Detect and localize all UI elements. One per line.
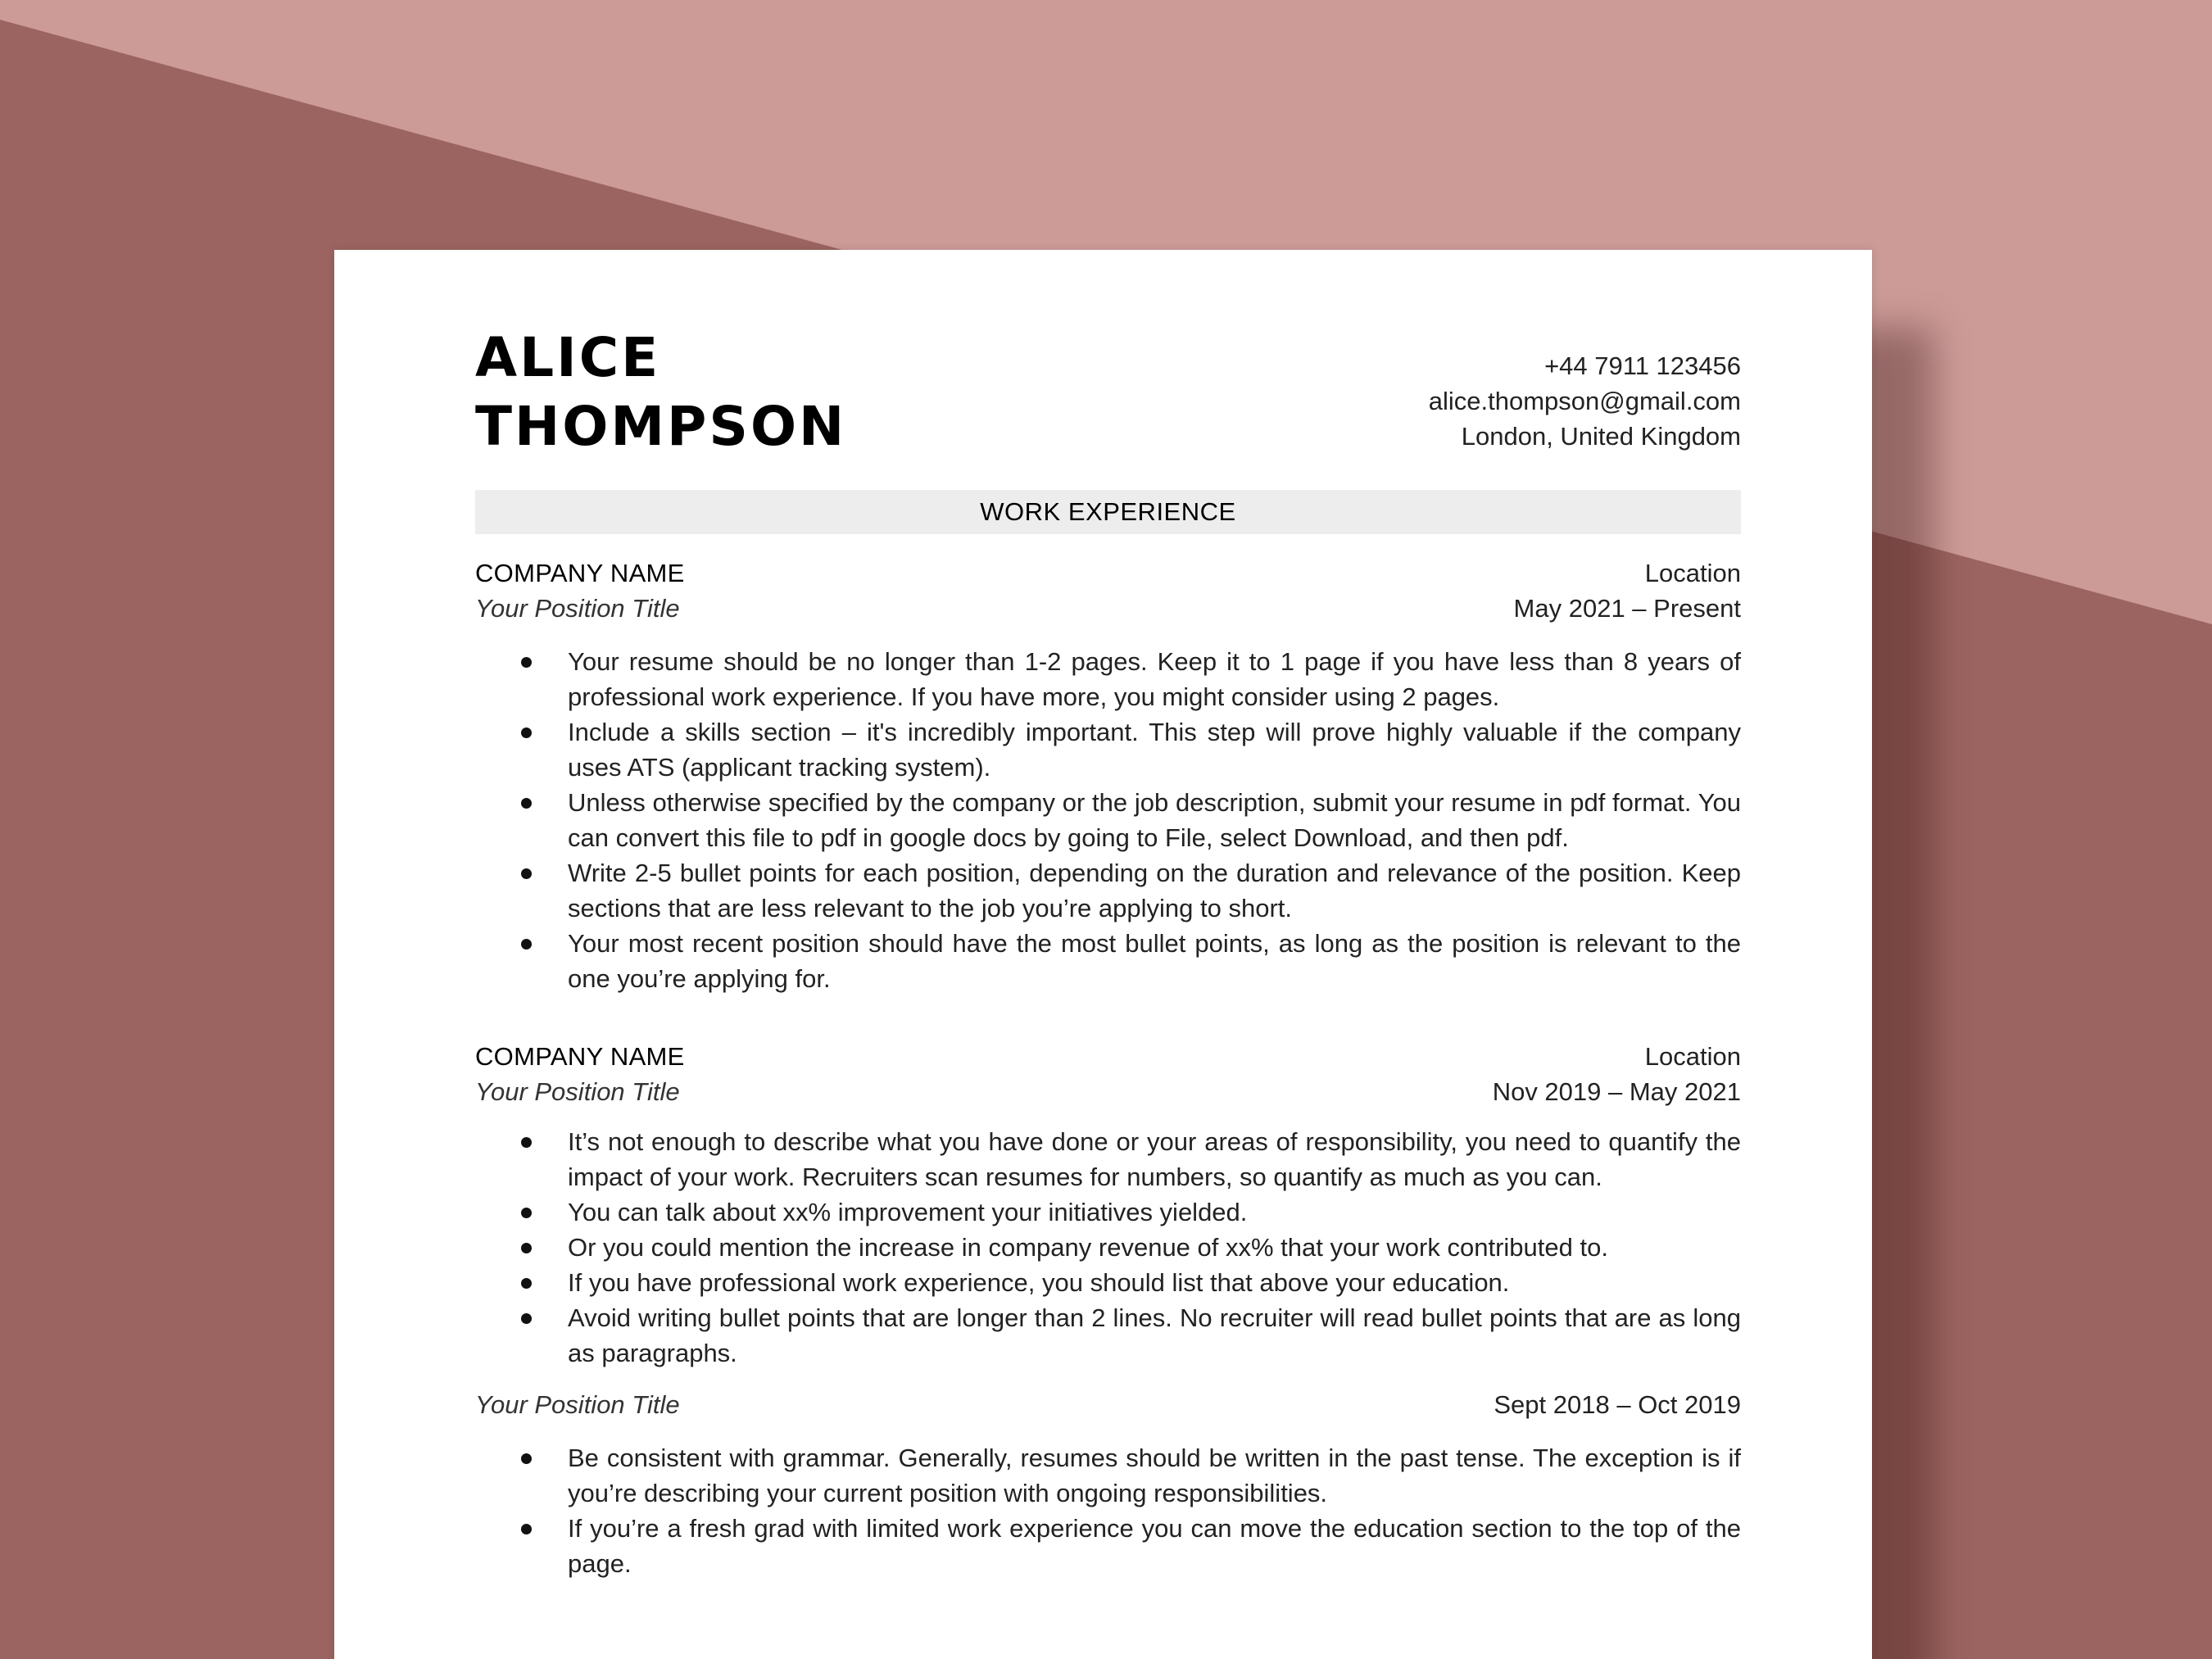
job-location: Location: [1644, 559, 1741, 587]
contact-phone: +44 7911 123456: [1544, 351, 1741, 380]
bullet-item: [475, 926, 1741, 996]
position-title: Your Position Title: [475, 1390, 680, 1419]
bullet-dot-icon: [521, 728, 532, 738]
resume-page: [334, 250, 1872, 1659]
bullet-text: Your resume should be no longer than 1-2 pages. Keep it to 1 page if you have less than 8 years of professional work experience. If you have more, you might consider using 2 pages.: [568, 647, 1741, 711]
job-dates: May 2021 – Present: [1513, 594, 1741, 623]
bullet-text: Your most recent position should have the most bullet points, as long as the position is relevant to the one you’re applying for.: [568, 929, 1741, 993]
bullet-text: Write 2-5 bullet points for each position, depending on the duration and relevance of the position. Keep sections that are less relevant to the job you’re applying to short.: [568, 859, 1741, 922]
contact-block: [1429, 348, 1741, 454]
bullet-text: Include a skills section – it's incredibly important. This step will prove highly valuable if the company uses ATS (applicant tracking system).: [568, 718, 1741, 782]
bullet-dot-icon: [521, 1453, 532, 1464]
bullet-dot-icon: [521, 1137, 532, 1148]
job-bullet-list: [475, 1124, 1741, 1371]
bullet-dot-icon: [521, 1278, 532, 1289]
job-header-row: [475, 555, 1741, 591]
bullet-dot-icon: [521, 939, 532, 950]
bullet-item: [475, 714, 1741, 785]
job-subheader-row: [475, 1074, 1741, 1109]
bullet-text: It’s not enough to describe what you have done or your areas of responsibility, you need to quantify the impact of your work. Recruiters scan resumes for numbers, so quantify as much as you can.: [568, 1127, 1741, 1191]
job-entry: [475, 555, 1741, 996]
job-dates: Nov 2019 – May 2021: [1492, 1077, 1741, 1106]
sub-position-entry: [475, 1387, 1741, 1581]
bullet-text: If you have professional work experience, you should list that above your education.: [568, 1268, 1510, 1297]
bullet-dot-icon: [521, 1524, 532, 1534]
name-line-first: ALICE: [475, 326, 661, 389]
bullet-dot-icon: [521, 798, 532, 809]
position-title: Your Position Title: [475, 1077, 680, 1106]
bullet-text: Avoid writing bullet points that are longer than 2 lines. No recruiter will read bullet points that are as long as paragraphs.: [568, 1303, 1741, 1367]
bullet-dot-icon: [521, 1313, 532, 1324]
bullet-item: [475, 855, 1741, 926]
bullet-item: [475, 1124, 1741, 1194]
bullet-text: Or you could mention the increase in company revenue of xx% that your work contributed to.: [568, 1233, 1608, 1262]
name-line-last: THOMPSON: [475, 395, 847, 458]
job-subheader-row: [475, 591, 1741, 626]
job-entry: [475, 1039, 1741, 1581]
candidate-name: [475, 324, 846, 461]
contact-address: London, United Kingdom: [1461, 422, 1741, 451]
bullet-item: [475, 1440, 1741, 1511]
bullet-item: [475, 644, 1741, 714]
section-heading-work-experience: WORK EXPERIENCE: [475, 490, 1741, 534]
bullet-dot-icon: [521, 868, 532, 879]
company-name: COMPANY NAME: [475, 559, 685, 587]
bullet-dot-icon: [521, 657, 532, 668]
bullet-text: You can talk about xx% improvement your initiatives yielded.: [568, 1198, 1248, 1226]
resume-content: [475, 324, 1741, 1581]
job-bullet-list: [475, 1440, 1741, 1581]
job-location: Location: [1644, 1042, 1741, 1071]
job-dates: Sept 2018 – Oct 2019: [1494, 1390, 1741, 1419]
job-bullet-list: [475, 644, 1741, 996]
bullet-item: [475, 785, 1741, 855]
bullet-item: [475, 1511, 1741, 1581]
bullet-dot-icon: [521, 1243, 532, 1253]
job-header-row: [475, 1039, 1741, 1074]
resume-header: [475, 324, 1741, 463]
bullet-item: [475, 1265, 1741, 1300]
bullet-item: [475, 1194, 1741, 1230]
bullet-text: Unless otherwise specified by the company or the job description, submit your resume in pdf format. You can convert this file to pdf in google docs by going to File, select Download, and then pdf.: [568, 788, 1741, 852]
position-title: Your Position Title: [475, 594, 680, 623]
bullet-dot-icon: [521, 1208, 532, 1218]
bullet-item: [475, 1300, 1741, 1371]
job-subheader-row: [475, 1387, 1741, 1422]
bullet-text: Be consistent with grammar. Generally, resumes should be written in the past tense. The exception is if you’re describing your current position with ongoing responsibilities.: [568, 1444, 1741, 1507]
bullet-item: [475, 1230, 1741, 1265]
company-name: COMPANY NAME: [475, 1042, 685, 1071]
bullet-text: If you’re a fresh grad with limited work experience you can move the education section to the top of the page.: [568, 1514, 1741, 1578]
contact-email: alice.thompson@gmail.com: [1428, 387, 1741, 415]
